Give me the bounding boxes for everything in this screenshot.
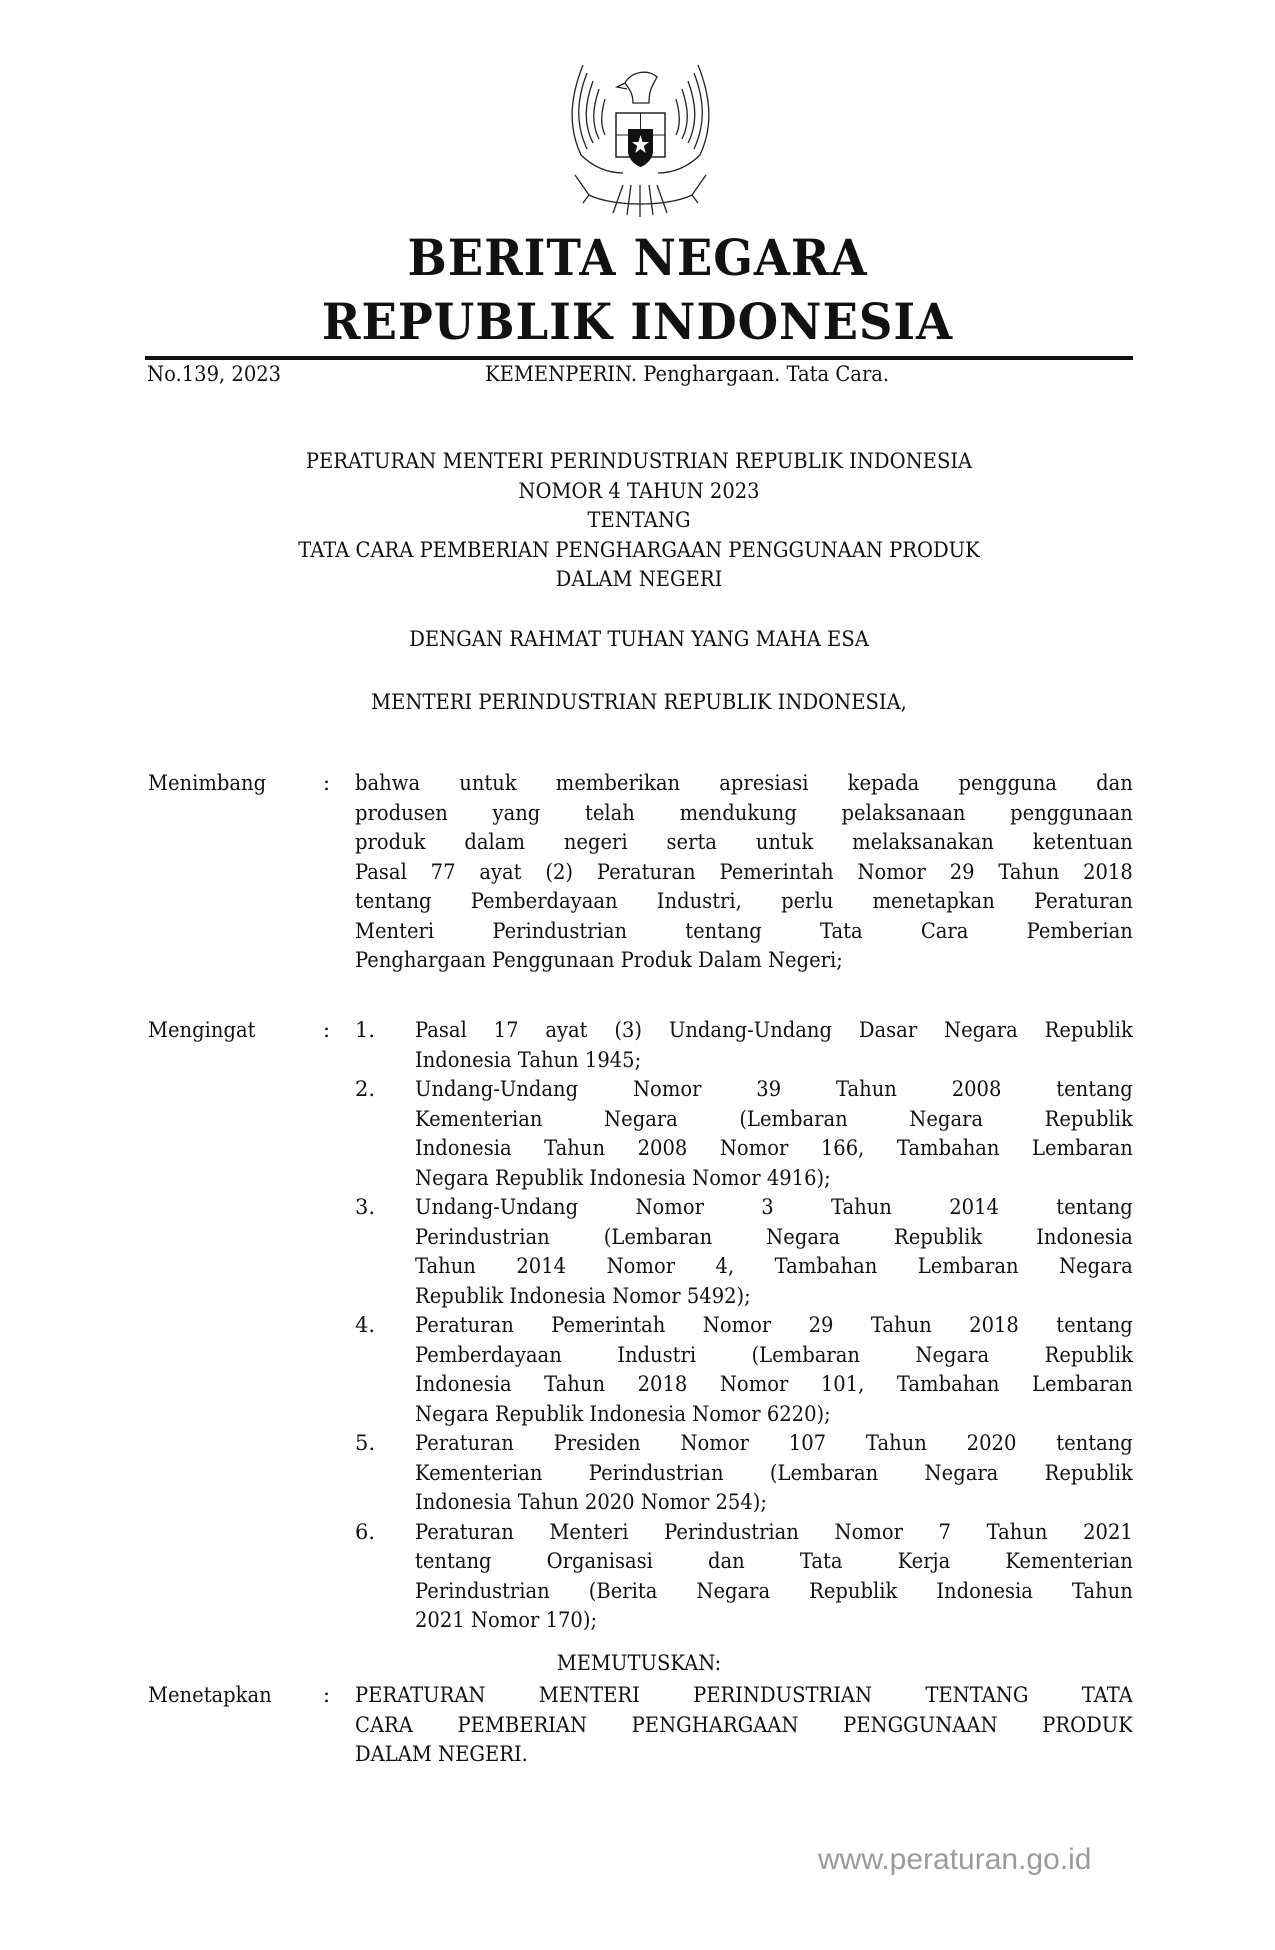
item-number: 2. bbox=[355, 1077, 376, 1101]
memutuskan-heading bbox=[145, 1651, 1133, 1675]
colon: : bbox=[323, 1018, 331, 1042]
text-line: PERATURAN MENTERI PERINDUSTRIAN TENTANG TATA bbox=[355, 1683, 1133, 1707]
heading-line: TATA CARA PEMBERIAN PENGHARGAAN PENGGUNAAN PRODUK bbox=[298, 537, 980, 562]
text-line: Negara Republik Indonesia Nomor 4916); bbox=[415, 1165, 831, 1190]
text-line: Pemberdayaan Industri (Lembaran Negara Republik bbox=[415, 1342, 1133, 1367]
text-line: Indonesia Tahun 2018 Nomor 101, Tambahan Lembaran bbox=[415, 1372, 1133, 1396]
item-text bbox=[415, 1311, 1133, 1429]
garuda-pancasila-emblem-icon bbox=[553, 55, 728, 225]
menetapkan-section bbox=[148, 1681, 1133, 1781]
text-line: produk dalam negeri serta untuk melaksanakan ketentuan bbox=[355, 830, 1133, 854]
text-line: Perindustrian (Berita Negara Republik Indonesia Tahun bbox=[415, 1578, 1133, 1603]
heading-line: PERATURAN MENTERI PERINDUSTRIAN REPUBLIK INDONESIA bbox=[305, 449, 973, 473]
item-text bbox=[415, 1518, 1133, 1636]
gazette-subject: KEMENPERIN. Penghargaan. Tata Cara. bbox=[485, 362, 890, 386]
text-line: Tahun 2014 Nomor 4, Tambahan Lembaran Negara bbox=[415, 1254, 1133, 1278]
item-text bbox=[415, 1016, 1133, 1075]
item-number: 1. bbox=[355, 1018, 376, 1042]
rahmat-text: DENGAN RAHMAT TUHAN YANG MAHA ESA bbox=[409, 627, 869, 651]
mengingat-section bbox=[148, 1016, 1133, 1632]
text-line: DALAM NEGERI. bbox=[355, 1742, 528, 1766]
text-line: bahwa untuk memberikan apresiasi kepada pengguna dan bbox=[355, 771, 1133, 795]
item-text bbox=[415, 1429, 1133, 1518]
text-line: tentang Organisasi dan Tata Kerja Kementerian bbox=[415, 1549, 1133, 1573]
text-line: Peraturan Menteri Perindustrian Nomor 7 Tahun 2021 bbox=[415, 1519, 1133, 1544]
menetapkan-label: Menetapkan bbox=[148, 1683, 272, 1707]
text-line: Menteri Perindustrian tentang Tata Cara Pemberian bbox=[355, 918, 1133, 943]
text-line: Peraturan Presiden Nomor 107 Tahun 2020 tentang bbox=[415, 1431, 1133, 1455]
gazette-title-line2: REPUBLIK INDONESIA bbox=[321, 292, 954, 351]
item-number: 4. bbox=[355, 1313, 376, 1337]
text-line: Penghargaan Penggunaan Produk Dalam Negeri; bbox=[355, 948, 843, 972]
menteri-line bbox=[145, 688, 1133, 718]
heading-line: DALAM NEGERI bbox=[555, 567, 723, 591]
colon: : bbox=[323, 1683, 331, 1707]
memutuskan-text: MEMUTUSKAN: bbox=[556, 1651, 722, 1675]
text-line: Perindustrian (Lembaran Negara Republik Indonesia bbox=[415, 1224, 1133, 1249]
text-line: tentang Pemberdayaan Industri, perlu menetapkan Peraturan bbox=[355, 889, 1133, 913]
heading-line: TENTANG bbox=[587, 508, 691, 532]
text-line: Kementerian Perindustrian (Lembaran Negara Republik bbox=[415, 1460, 1133, 1485]
gazette-title-line1: BERITA NEGARA bbox=[407, 228, 868, 287]
text-line: Indonesia Tahun 1945; bbox=[415, 1047, 642, 1072]
text-line: Republik Indonesia Nomor 5492); bbox=[415, 1283, 751, 1308]
item-text bbox=[415, 1193, 1133, 1311]
text-line: Kementerian Negara (Lembaran Negara Republik bbox=[415, 1106, 1133, 1131]
mengingat-label: Mengingat bbox=[148, 1018, 256, 1042]
text-line: CARA PEMBERIAN PENGHARGAAN PENGGUNAAN PRODUK bbox=[355, 1712, 1133, 1737]
text-line: Pasal 77 ayat (2) Peraturan Pemerintah Nomor 29 Tahun 2018 bbox=[355, 859, 1133, 884]
website-link[interactable]: www.peraturan.go.id bbox=[818, 1843, 1092, 1876]
rahmat-line bbox=[145, 625, 1133, 655]
regulation-heading bbox=[145, 447, 1133, 595]
menetapkan-body bbox=[355, 1681, 1133, 1770]
menteri-text: MENTERI PERINDUSTRIAN REPUBLIK INDONESIA, bbox=[371, 690, 907, 714]
item-number: 3. bbox=[355, 1195, 376, 1219]
text-line: Undang-Undang Nomor 3 Tahun 2014 tentang bbox=[415, 1195, 1133, 1219]
text-line: Negara Republik Indonesia Nomor 6220); bbox=[415, 1401, 831, 1426]
item-number: 6. bbox=[355, 1519, 376, 1544]
text-line: Indonesia Tahun 2020 Nomor 254); bbox=[415, 1490, 767, 1514]
text-line: produsen yang telah mendukung pelaksanaan penggunaan bbox=[355, 800, 1133, 825]
menimbang-section bbox=[148, 769, 1133, 1009]
item-number: 5. bbox=[355, 1431, 376, 1455]
text-line: Undang-Undang Nomor 39 Tahun 2008 tentang bbox=[415, 1077, 1133, 1101]
text-line: Peraturan Pemerintah Nomor 29 Tahun 2018 tentang bbox=[415, 1313, 1133, 1337]
menimbang-body bbox=[355, 769, 1133, 976]
text-line: Pasal 17 ayat (3) Undang-Undang Dasar Negara Republik bbox=[415, 1018, 1133, 1042]
text-line: 2021 Nomor 170); bbox=[415, 1608, 598, 1632]
menimbang-label: Menimbang bbox=[148, 771, 267, 795]
gazette-number: No.139, 2023 bbox=[147, 362, 282, 386]
heading-line: NOMOR 4 TAHUN 2023 bbox=[518, 478, 760, 503]
item-text bbox=[415, 1075, 1133, 1193]
header-divider bbox=[145, 356, 1133, 360]
text-line: Indonesia Tahun 2008 Nomor 166, Tambahan Lembaran bbox=[415, 1136, 1133, 1160]
colon: : bbox=[323, 771, 331, 795]
